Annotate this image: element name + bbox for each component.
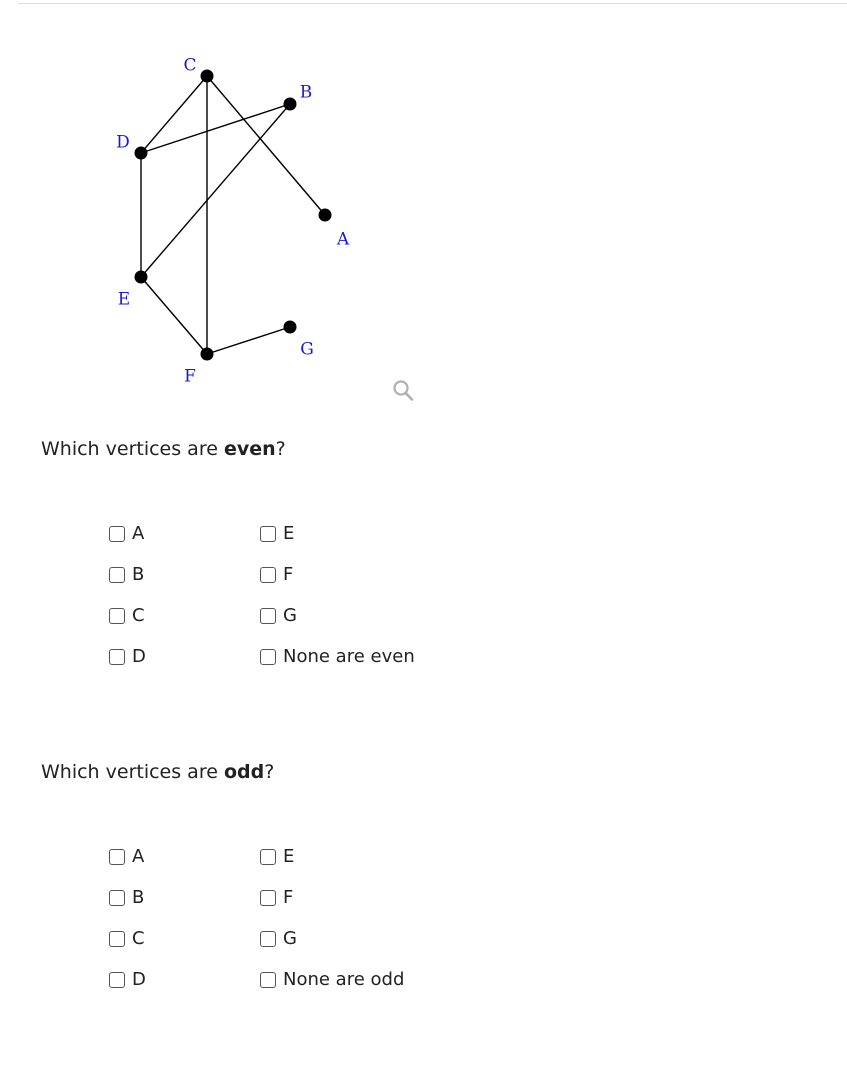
odd-option-e[interactable] bbox=[260, 846, 294, 867]
odd-checkbox-f[interactable] bbox=[260, 890, 276, 906]
even-checkbox-c[interactable] bbox=[109, 608, 125, 624]
edge-f-g bbox=[207, 327, 290, 354]
odd-option-label: D bbox=[132, 969, 146, 990]
odd-checkbox-a[interactable] bbox=[109, 849, 125, 865]
vertex-label-d: D bbox=[116, 132, 130, 153]
question-even bbox=[41, 438, 286, 460]
vertex-label-b: B bbox=[299, 82, 313, 103]
even-checkbox-b[interactable] bbox=[109, 567, 125, 583]
even-option-d[interactable] bbox=[109, 646, 146, 667]
graph-labels bbox=[116, 56, 350, 387]
odd-option-label: B bbox=[132, 887, 145, 908]
vertex-c bbox=[201, 70, 214, 83]
vertex-d bbox=[135, 147, 148, 160]
vertex-a bbox=[319, 209, 332, 222]
even-option-label: D bbox=[132, 646, 146, 667]
even-checkbox-g[interactable] bbox=[260, 608, 276, 624]
even-option-label: E bbox=[283, 523, 295, 544]
edge-d-b bbox=[141, 104, 290, 153]
odd-checkbox-g[interactable] bbox=[260, 931, 276, 947]
odd-option-d[interactable] bbox=[109, 969, 146, 990]
odd-checkbox-e[interactable] bbox=[260, 849, 276, 865]
even-option-label: A bbox=[132, 523, 145, 544]
graph-edges bbox=[141, 76, 325, 354]
question-odd bbox=[41, 761, 274, 783]
odd-option-f[interactable] bbox=[260, 887, 293, 908]
question-even-prefix: Which vertices are bbox=[41, 438, 224, 460]
question-even-suffix: ? bbox=[275, 438, 286, 460]
even-option-c[interactable] bbox=[109, 605, 145, 626]
even-option-label: C bbox=[132, 605, 145, 626]
odd-option-label: F bbox=[283, 887, 294, 908]
odd-checkbox-none[interactable] bbox=[260, 972, 276, 988]
odd-option-c[interactable] bbox=[109, 928, 145, 949]
vertex-label-e: E bbox=[117, 289, 131, 310]
odd-option-label: None are odd bbox=[283, 969, 405, 990]
odd-checkbox-b[interactable] bbox=[109, 890, 125, 906]
even-checkbox-e[interactable] bbox=[260, 526, 276, 542]
question-even-keyword: even bbox=[223, 438, 276, 460]
even-option-e[interactable] bbox=[260, 523, 294, 544]
even-option-g[interactable] bbox=[260, 605, 297, 626]
even-checkbox-none[interactable] bbox=[260, 649, 276, 665]
magnifier-icon[interactable] bbox=[390, 378, 416, 404]
even-checkbox-f[interactable] bbox=[260, 567, 276, 583]
vertex-b bbox=[284, 98, 297, 111]
odd-option-label: G bbox=[283, 928, 297, 949]
odd-option-g[interactable] bbox=[260, 928, 297, 949]
even-option-label: F bbox=[283, 564, 294, 585]
even-option-label: G bbox=[283, 605, 297, 626]
vertex-label-f: F bbox=[184, 366, 196, 387]
question-odd-prefix: Which vertices are bbox=[41, 761, 224, 783]
even-option-none[interactable] bbox=[260, 646, 415, 667]
odd-option-label: A bbox=[132, 846, 145, 867]
graph-diagram bbox=[0, 0, 430, 400]
odd-option-a[interactable] bbox=[109, 846, 144, 867]
even-checkbox-d[interactable] bbox=[109, 649, 125, 665]
edge-e-f bbox=[141, 277, 207, 354]
odd-option-b[interactable] bbox=[109, 887, 144, 908]
odd-checkbox-d[interactable] bbox=[109, 972, 125, 988]
even-option-a[interactable] bbox=[109, 523, 144, 544]
even-option-label: None are even bbox=[283, 646, 415, 667]
vertex-g bbox=[284, 321, 297, 334]
even-checkbox-a[interactable] bbox=[109, 526, 125, 542]
odd-option-none[interactable] bbox=[260, 969, 404, 990]
odd-checkbox-c[interactable] bbox=[109, 931, 125, 947]
graph-vertices bbox=[135, 70, 332, 361]
even-option-f[interactable] bbox=[260, 564, 293, 585]
question-odd-suffix: ? bbox=[264, 761, 275, 783]
vertex-f bbox=[201, 348, 214, 361]
question-odd-keyword: odd bbox=[223, 761, 265, 783]
vertex-label-c: C bbox=[183, 55, 197, 76]
odd-option-label: C bbox=[132, 928, 145, 949]
vertex-label-a: A bbox=[336, 229, 350, 250]
vertex-e bbox=[135, 271, 148, 284]
edge-b-e bbox=[141, 104, 290, 277]
vertex-label-g: G bbox=[300, 339, 314, 360]
odd-option-label: E bbox=[283, 846, 295, 867]
even-option-label: B bbox=[132, 564, 145, 585]
even-option-b[interactable] bbox=[109, 564, 144, 585]
